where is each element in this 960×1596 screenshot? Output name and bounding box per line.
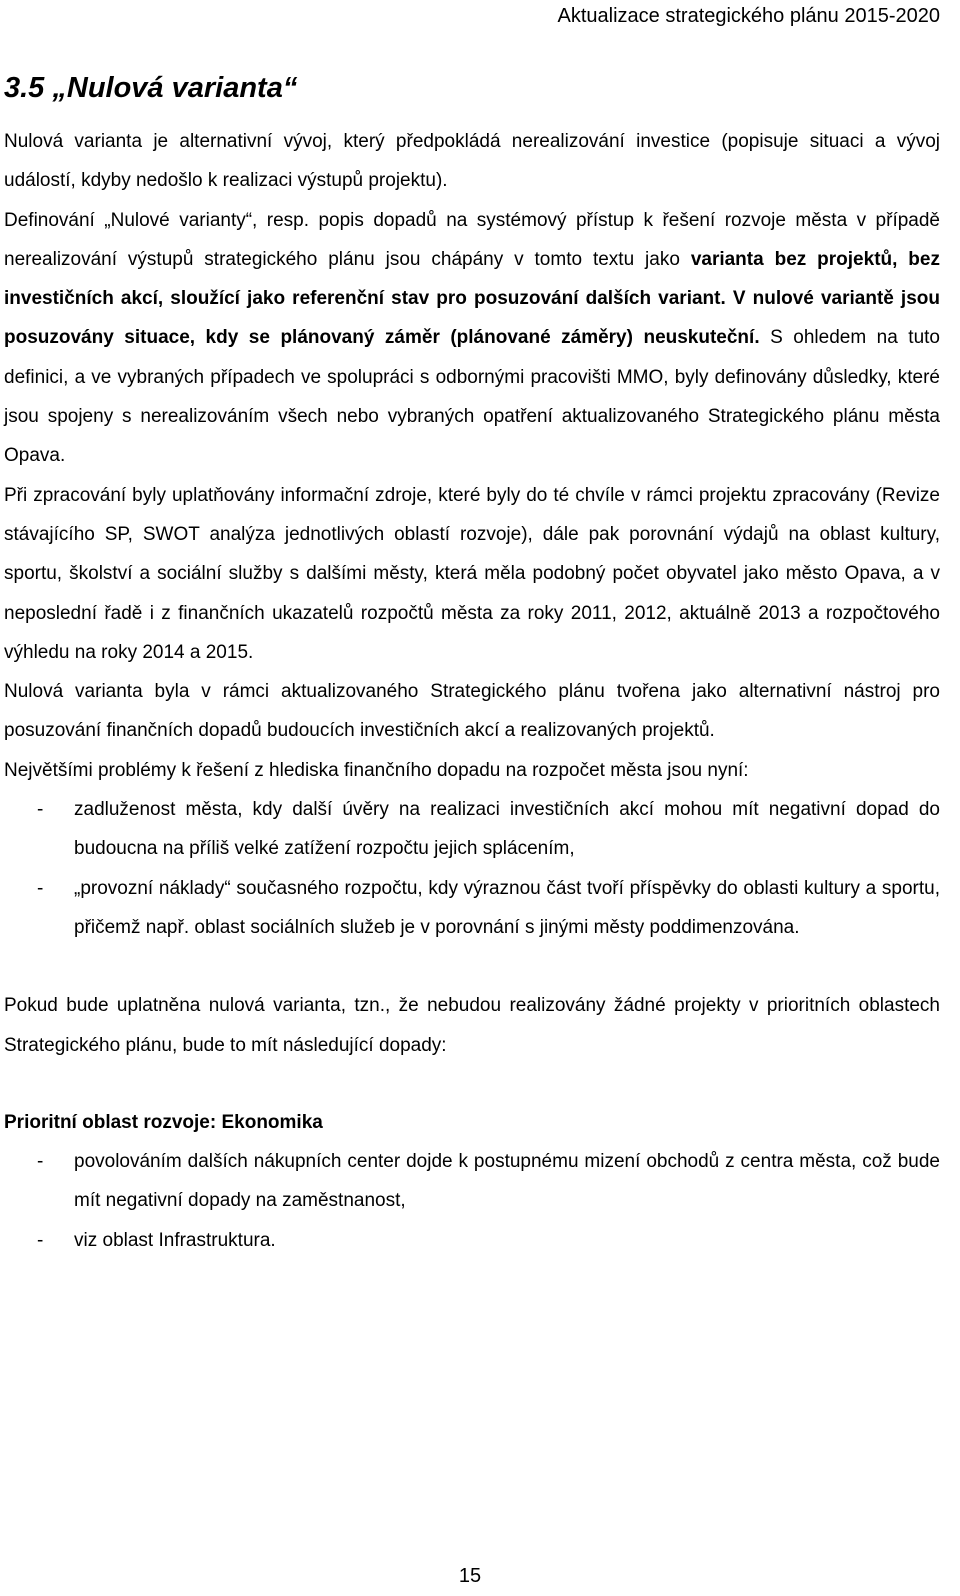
priority-consequences-list xyxy=(4,1142,940,1260)
list-item xyxy=(4,869,940,948)
spacer xyxy=(4,1065,940,1103)
list-dash: - xyxy=(37,877,44,899)
list-dash: - xyxy=(37,1229,44,1251)
list-dash: - xyxy=(37,799,44,821)
paragraph-biggest-problems: Největšími problémy k řešení z hlediska finančního dopadu na rozpočet města jsou nyní: xyxy=(4,759,749,781)
problems-list xyxy=(4,790,940,947)
list-item xyxy=(4,790,940,869)
bold-definition-text: varianta bez projektů, bez investičních akcí, sloužící jako referenční stav pro posuzování dalších variant. V nulové variantě jsou posuzovány situace, kdy se plánovaný záměr (plánované záměry) neuskuteční. xyxy=(4,248,940,349)
priority-area-heading: Prioritní oblast rozvoje: Ekonomika xyxy=(4,1111,323,1133)
paragraph-information-sources: Při zpracování byly uplatňovány informační zdroje, které byly do té chvíle v rámci projektu zpracovány (Revize stávajícího SP, SWOT analýza jednotlivých oblastí rozvoje), dále pak porovnání výdajů na oblast kultury, sportu, školství a sociální služby s dalšími městy, která měla podobný počet obyvatel jako město Opava, a v neposlední řadě i z finančních ukazatelů rozpočtů města za roky 2011, 2012, aktuálně 2013 a rozpočtového výhledu na roky 2014 a 2015. xyxy=(4,484,940,663)
paragraph-definition: Nulová varianta je alternativní vývoj, který předpokládá nerealizování investice (popisuje situaci a vývoj událostí, kdyby nedošlo k realizaci výstupů projektu). xyxy=(4,131,940,192)
list-item-text: zadluženost města, kdy další úvěry na realizaci investičních akcí mohou mít negativní dopad do budoucna na příliš velké zatížení rozpočtu jejich splácením, xyxy=(74,799,940,860)
section-title: 3.5 „Nulová varianta“ xyxy=(4,72,298,104)
document-body xyxy=(4,122,940,1260)
paragraph-alternative-tool: Nulová varianta byla v rámci aktualizovaného Strategického plánu tvořena jako alternativní nástroj pro posuzování finančních dopadů budoucích investičních akcí a realizovaných projektů. xyxy=(4,681,940,742)
paragraph-consequences-intro: Pokud bude uplatněna nulová varianta, tzn., že nebudou realizovány žádné projekty v prioritních oblastech Strategického plánu, bude to mít následující dopady: xyxy=(4,995,940,1056)
spacer xyxy=(4,947,940,986)
running-header: Aktualizace strategického plánu 2015-2020 xyxy=(557,5,940,27)
list-item-text: viz oblast Infrastruktura. xyxy=(74,1229,276,1251)
list-item xyxy=(4,1221,940,1260)
paragraph-text: S ohledem na tuto definici, a ve vybraných případech ve spolupráci s odbornými pracovišti MMO, byly definovány důsledky, které jsou spojeny s nerealizováním všech nebo vybraných opatření aktualizovaného Strategického plánu města Opava. xyxy=(4,327,941,467)
page-number: 15 xyxy=(458,1565,482,1587)
list-item-text: povolováním dalších nákupních center dojde k postupnému mizení obchodů z centra města, což bude mít negativní dopady na zaměstnanost, xyxy=(74,1151,940,1212)
paragraph-zero-variant-definition xyxy=(4,201,940,476)
list-item xyxy=(4,1142,940,1221)
list-dash: - xyxy=(37,1151,44,1173)
list-item-text: „provozní náklady“ současného rozpočtu, kdy výraznou část tvoří příspěvky do oblasti kultury a sportu, přičemž např. oblast sociálních služeb je v porovnání s jinými městy poddimenzována. xyxy=(74,877,940,938)
paragraph-text: Definování „Nulové varianty“, resp. popis dopadů na systémový přístup k řešení rozvoje města v případě nerealizování výstupů strategického plánu jsou chápány v tomto textu jako xyxy=(4,209,940,270)
